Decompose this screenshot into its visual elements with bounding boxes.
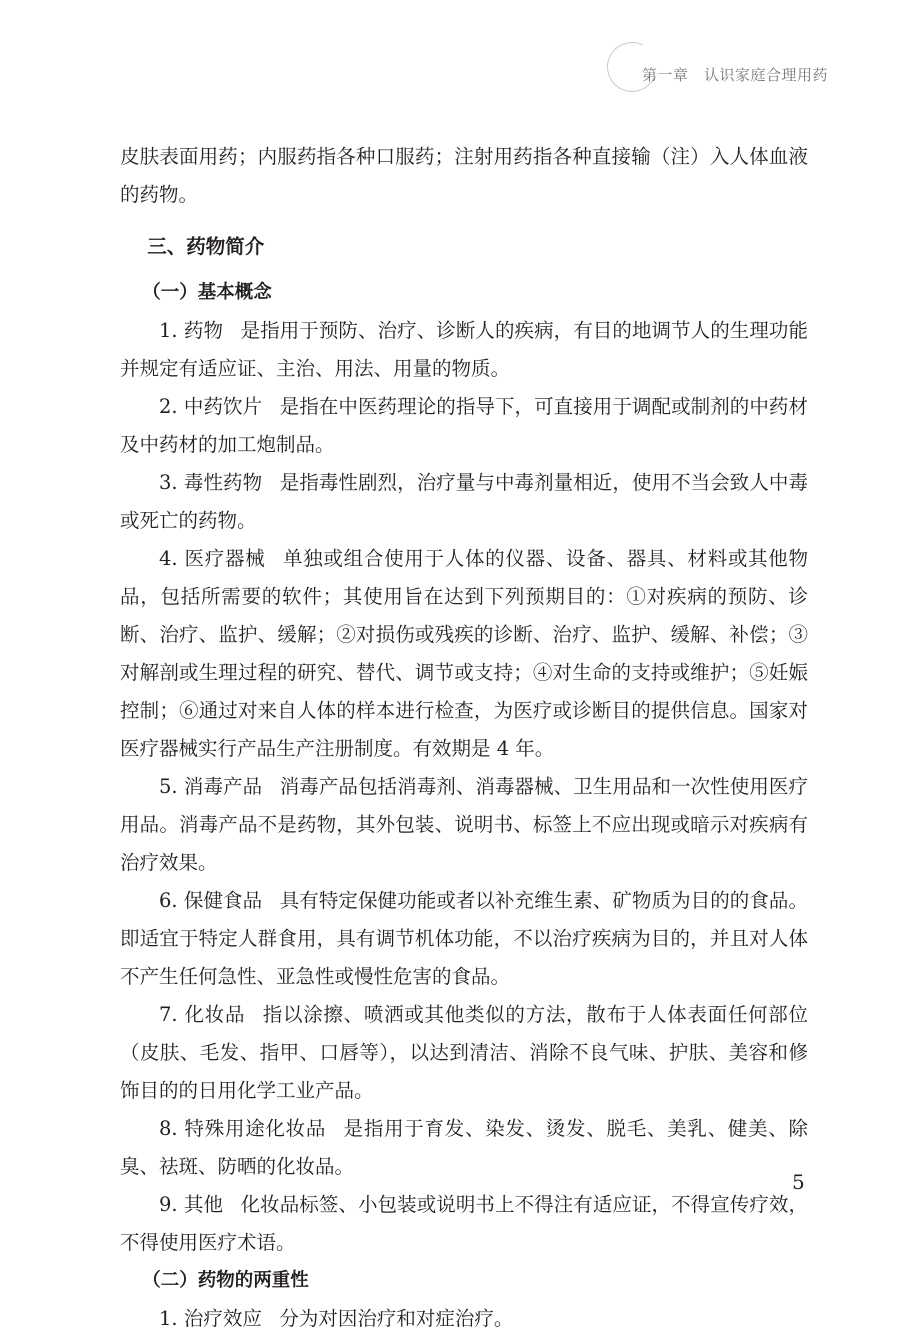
item-text: 是指毒性剧烈，治疗量与中毒剂量相近，使用不当会致人中毒或死亡的药物。 xyxy=(120,471,808,532)
item-number: 1. xyxy=(159,319,178,342)
item-term: 特殊用途化妆品 xyxy=(184,1117,327,1140)
concept-list xyxy=(120,312,808,1262)
concept-item xyxy=(120,388,808,464)
item-term: 化妆品 xyxy=(184,1003,246,1026)
chapter-title: 认识家庭合理用药 xyxy=(704,66,829,84)
concept-item xyxy=(120,768,808,882)
concept-item xyxy=(120,464,808,540)
duality-item xyxy=(120,1300,808,1338)
item-text: 消毒产品包括消毒剂、消毒器械、卫生用品和一次性使用医疗用品。消毒产品不是药物，其外包装、说明书、标签上不应出现或暗示对疾病有治疗效果。 xyxy=(120,775,808,874)
item-term: 毒性药物 xyxy=(183,471,263,494)
concept-item xyxy=(120,1110,808,1186)
item-term: 保健食品 xyxy=(183,889,263,912)
item-text: 化妆品标签、小包装或说明书上不得注有适应证，不得宣传疗效，不得使用医疗术语。 xyxy=(120,1193,808,1254)
item-term: 医疗器械 xyxy=(184,547,266,570)
section-heading: 三、药物简介 xyxy=(147,235,265,258)
page-number: 5 xyxy=(792,1170,805,1194)
item-term: 消毒产品 xyxy=(183,775,263,798)
item-term: 其他 xyxy=(183,1193,224,1216)
item-number: 7. xyxy=(159,1003,178,1026)
item-text: 分为对因治疗和对症治疗。 xyxy=(279,1307,514,1330)
item-number: 2. xyxy=(159,395,178,418)
duality-list xyxy=(120,1300,808,1338)
concept-item xyxy=(120,312,808,388)
item-text: 是指用于育发、染发、烫发、脱毛、美乳、健美、除臭、祛斑、防晒的化妆品。 xyxy=(120,1117,808,1178)
item-term: 中药饮片 xyxy=(183,395,263,418)
item-text: 是指在中医药理论的指导下，可直接用于调配或制剂的中药材及中药材的加工炮制品。 xyxy=(120,395,808,456)
running-header xyxy=(642,64,828,85)
concept-item xyxy=(120,882,808,996)
concept-item xyxy=(120,1186,808,1262)
subsection-heading-basic-concepts: （一）基本概念 xyxy=(142,282,272,303)
item-number: 9. xyxy=(159,1193,178,1216)
intro-paragraph: 皮肤表面用药；内服药指各种口服药；注射用药指各种直接输（注）入人体血液的药物。 xyxy=(120,145,808,206)
item-number: 6. xyxy=(159,889,178,912)
item-text: 是指用于预防、治疗、诊断人的疾病，有目的地调节人的生理功能并规定有适应证、主治、用法、用量的物质。 xyxy=(120,319,808,380)
concept-item xyxy=(120,996,808,1110)
item-number: 3. xyxy=(159,471,178,494)
item-text: 指以涂擦、喷洒或其他类似的方法，散布于人体表面任何部位（皮肤、毛发、指甲、口唇等），以达到清洁、消除不良气味、护肤、美容和修饰目的的日用化学工业产品。 xyxy=(120,1003,808,1102)
chapter-number: 第一章 xyxy=(642,66,689,84)
item-text: 具有特定保健功能或者以补充维生素、矿物质为目的的食品。即适宜于特定人群食用，具有调节机体功能，不以治疗疾病为目的，并且对人体不产生任何急性、亚急性或慢性危害的食品。 xyxy=(120,889,808,988)
item-number: 8. xyxy=(159,1117,178,1140)
concept-item xyxy=(120,540,808,768)
item-number: 4. xyxy=(159,547,178,570)
page-body xyxy=(120,138,808,1338)
item-term: 药物 xyxy=(183,319,224,342)
subsection-heading-duality: （二）药物的两重性 xyxy=(142,1270,309,1291)
item-text: 单独或组合使用于人体的仪器、设备、器具、材料或其他物品，包括所需要的软件；其使用旨在达到下列预期目的：①对疾病的预防、诊断、治疗、监护、缓解；②对损伤或残疾的诊断、治疗、监护、缓解、补偿；③对解剖或生理过程的研究、替代、调节或支持；④对生命的支持或维护；⑤妊娠控制；⑥通过对来自人体的样本进行检查，为医疗或诊断目的提供信息。国家对医疗器械实行产品生产注册制度。有效期是 4 年。 xyxy=(120,547,808,760)
item-term: 治疗效应 xyxy=(183,1307,262,1330)
item-number: 5. xyxy=(159,775,178,798)
item-number: 1. xyxy=(159,1307,178,1330)
